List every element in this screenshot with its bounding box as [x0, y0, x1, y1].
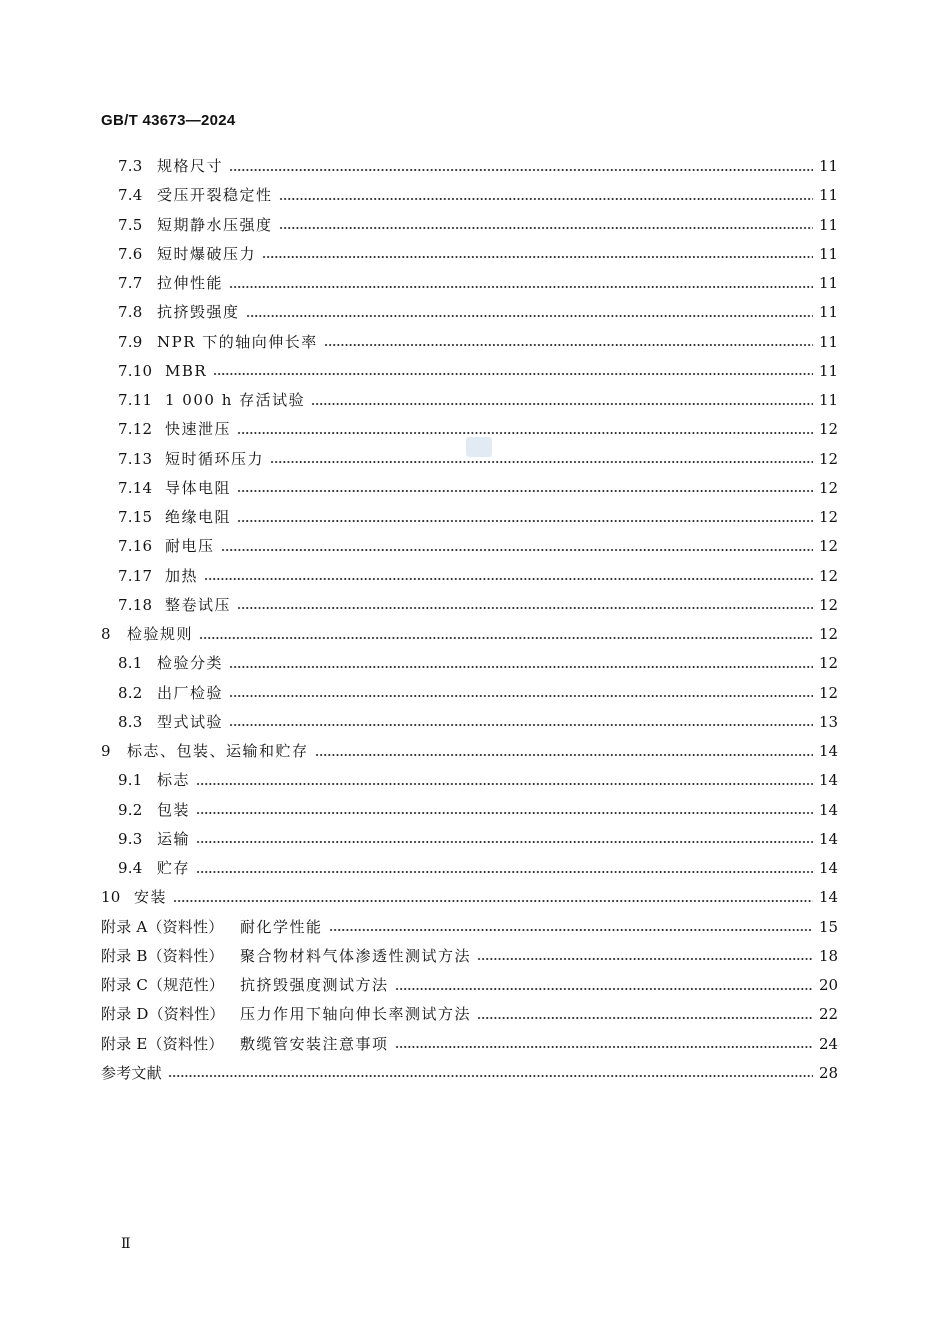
toc-dot-leader: [199, 637, 813, 639]
toc-entry-page: 22: [819, 1005, 839, 1024]
toc-entry-number: 7.16: [118, 537, 153, 556]
toc-entry[interactable]: [0, 591, 950, 620]
toc-entry[interactable]: [0, 532, 950, 561]
toc-dot-leader: [204, 578, 813, 580]
toc-entry-number: 9.1: [118, 771, 143, 790]
toc-dot-leader: [229, 695, 813, 697]
toc-entry-number: 7.7: [118, 274, 143, 292]
toc-entry-number: 7.18: [118, 595, 153, 614]
toc-entry-title: 短时循环压力: [165, 449, 265, 468]
toc-dot-leader: [196, 841, 813, 843]
toc-entry-page: 11: [819, 274, 839, 292]
toc-entry[interactable]: [0, 971, 950, 1000]
toc-entry[interactable]: [0, 415, 950, 444]
toc-entry-number: 7.5: [118, 215, 143, 234]
toc-entry-page: 11: [819, 332, 839, 351]
document-code: GB/T 43673—2024: [101, 112, 236, 129]
toc-entry-title: 标志、包装、运输和贮存: [127, 742, 309, 760]
toc-entry-page: 15: [819, 917, 839, 936]
toc-entry-number: 7.10: [118, 361, 153, 380]
toc-dot-leader: [279, 227, 813, 229]
toc-entry-page: 28: [819, 1063, 839, 1082]
toc-entry-title: 型式试验: [157, 712, 224, 731]
toc-entry-number: 7.9: [118, 332, 143, 351]
toc-entry-page: 11: [819, 215, 839, 234]
toc-entry-number: 附录 D（资料性）: [101, 1005, 225, 1024]
toc-entry[interactable]: [0, 562, 950, 591]
toc-entry-title: 检验分类: [157, 654, 224, 673]
toc-entry-title: 耐电压: [165, 537, 215, 556]
toc-dot-leader: [395, 988, 813, 990]
toc-entry-page: 13: [819, 712, 839, 731]
toc-entry-number: 7.4: [118, 186, 143, 205]
toc-entry-page: 11: [819, 244, 839, 263]
toc-dot-leader: [329, 929, 813, 931]
toc-entry-title: 抗挤毁强度: [157, 303, 240, 322]
toc-dot-leader: [395, 1046, 813, 1048]
toc-entry-page: 12: [819, 566, 839, 585]
toc-entry[interactable]: [0, 796, 950, 825]
toc-entry-title: 安装: [134, 888, 168, 907]
toc-entry-page: 14: [819, 742, 839, 760]
toc-entry[interactable]: [0, 181, 950, 210]
toc-dot-leader: [311, 403, 813, 405]
toc-entry-title: 标志: [157, 771, 191, 790]
toc-entry[interactable]: [0, 445, 950, 474]
toc-entry[interactable]: [0, 825, 950, 854]
toc-entry-title: 检验规则: [127, 625, 194, 643]
toc-entry[interactable]: [0, 854, 950, 883]
toc-entry-number: 8: [101, 625, 111, 643]
toc-entry-number: 7.6: [118, 244, 143, 263]
toc-entry-number: 7.14: [118, 478, 153, 497]
toc-entry-page: 12: [819, 654, 839, 673]
toc-entry[interactable]: [0, 942, 950, 971]
toc-dot-leader: [168, 1075, 813, 1077]
toc-entry-page: 11: [819, 361, 839, 380]
toc-entry[interactable]: [0, 503, 950, 532]
toc-entry-title: 包装: [157, 800, 191, 819]
toc-entry-title: MBR: [165, 361, 208, 380]
toc-entry-number: 7.13: [118, 449, 153, 468]
toc-entry[interactable]: [0, 152, 950, 181]
toc-entry-number: 7.12: [118, 420, 153, 439]
toc-entry[interactable]: [0, 328, 950, 357]
toc-dot-leader: [237, 490, 813, 492]
toc-entry-title: 受压开裂稳定性: [157, 186, 273, 205]
toc-dot-leader: [270, 461, 813, 463]
toc-entry-number: 附录 E（资料性）: [101, 1034, 224, 1053]
toc-entry-number: 7.3: [118, 157, 143, 175]
toc-entry-number: 9.2: [118, 800, 143, 819]
toc-entry-page: 11: [819, 157, 839, 175]
toc-entry-number: 7.8: [118, 303, 143, 322]
toc-entry[interactable]: [0, 386, 950, 415]
toc-entry[interactable]: [0, 620, 950, 649]
toc-entry[interactable]: [0, 211, 950, 240]
toc-entry-title: 导体电阻: [165, 478, 232, 497]
toc-entry[interactable]: [0, 474, 950, 503]
toc-entry-number: 参考文献: [101, 1063, 162, 1082]
toc-entry-title: 聚合物材料气体渗透性测试方法: [240, 946, 472, 965]
toc-dot-leader: [213, 373, 813, 375]
toc-dot-leader: [229, 286, 813, 288]
toc-entry[interactable]: [0, 883, 950, 912]
toc-entry-title: 出厂检验: [157, 683, 224, 702]
toc-dot-leader: [229, 169, 813, 171]
toc-entry-title: 规格尺寸: [157, 157, 224, 175]
toc-entry-page: 11: [819, 303, 839, 322]
toc-entry-title: 绝缘电阻: [165, 508, 232, 526]
toc-entry[interactable]: [0, 1000, 950, 1029]
toc-entry-number: 附录 C（规范性）: [101, 976, 225, 994]
toc-entry-page: 20: [819, 976, 839, 994]
toc-entry-title: NPR 下的轴向伸长率: [157, 332, 318, 351]
toc-entry-page: 12: [819, 420, 839, 439]
toc-dot-leader: [262, 256, 813, 258]
toc-dot-leader: [221, 549, 813, 551]
toc-entry-number: 7.17: [118, 566, 153, 585]
toc-dot-leader: [229, 724, 813, 726]
toc-entry[interactable]: [0, 649, 950, 678]
toc-dot-leader: [315, 754, 813, 756]
toc-entry[interactable]: [0, 766, 950, 795]
toc-dot-leader: [196, 812, 813, 814]
toc-entry-number: 9.3: [118, 829, 143, 848]
toc-entry-page: 12: [819, 449, 839, 468]
toc-dot-leader: [246, 315, 813, 317]
toc-dot-leader: [279, 198, 813, 200]
toc-entry-number: 8.2: [118, 683, 143, 702]
toc-dot-leader: [237, 607, 813, 609]
page-number: Ⅱ: [121, 1237, 131, 1252]
toc-entry-page: 14: [819, 888, 839, 907]
toc-entry[interactable]: [0, 1059, 950, 1088]
toc-entry-page: 12: [819, 478, 839, 497]
toc-entry-number: 附录 A（资料性）: [101, 917, 224, 936]
toc-entry[interactable]: [0, 913, 950, 942]
toc-entry-page: 14: [819, 829, 839, 848]
toc-dot-leader: [237, 520, 813, 522]
toc-entry-number: 9.4: [118, 859, 143, 877]
toc-entry-number: 8.1: [118, 654, 143, 673]
toc-entry-page: 12: [819, 537, 839, 556]
toc-dot-leader: [173, 900, 813, 902]
toc-entry-title: 贮存: [157, 859, 191, 877]
toc-dot-leader: [196, 783, 813, 785]
toc-entry-page: 12: [819, 508, 839, 526]
toc-entry-page: 14: [819, 859, 839, 877]
toc-entry-title: 短期静水压强度: [157, 215, 273, 234]
toc-entry[interactable]: [0, 240, 950, 269]
toc-entry-title: 运输: [157, 829, 191, 848]
toc-entry[interactable]: [0, 298, 950, 327]
toc-entry-page: 11: [819, 186, 839, 205]
toc-entry-title: 压力作用下轴向伸长率测试方法: [240, 1005, 472, 1024]
toc-entry[interactable]: [0, 357, 950, 386]
toc-entry[interactable]: [0, 679, 950, 708]
toc-entry-number: 附录 B（资料性）: [101, 946, 224, 965]
toc-entry[interactable]: [0, 269, 950, 298]
toc-entry-title: 耐化学性能: [240, 917, 323, 936]
toc-entry-page: 14: [819, 771, 839, 790]
toc-dot-leader: [237, 432, 813, 434]
toc-entry-page: 12: [819, 595, 839, 614]
toc-entry-number: 7.15: [118, 508, 153, 526]
toc-entry-title: 抗挤毁强度测试方法: [240, 976, 389, 994]
toc-dot-leader: [324, 344, 813, 346]
toc-entry-number: 10: [101, 888, 121, 907]
toc-entry-title: 拉伸性能: [157, 274, 224, 292]
toc-entry[interactable]: [0, 708, 950, 737]
toc-entry[interactable]: [0, 737, 950, 766]
toc-entry-page: 11: [819, 391, 839, 409]
toc-dot-leader: [477, 958, 813, 960]
toc-dot-leader: [196, 871, 813, 873]
toc-entry-title: 敷缆管安装注意事项: [240, 1034, 389, 1053]
toc-entry-page: 18: [819, 946, 839, 965]
toc-entry[interactable]: [0, 1030, 950, 1059]
toc-entry-title: 快速泄压: [165, 420, 232, 439]
toc-entry-page: 14: [819, 800, 839, 819]
toc-dot-leader: [477, 1017, 813, 1019]
toc-entry-page: 24: [819, 1034, 839, 1053]
toc-entry-title: 加热: [165, 566, 199, 585]
toc-entry-number: 8.3: [118, 712, 143, 731]
toc-entry-page: 12: [819, 683, 839, 702]
toc-entry-title: 短时爆破压力: [157, 244, 257, 263]
toc-entry-number: 9: [101, 742, 111, 760]
toc-entry-number: 7.11: [118, 391, 153, 409]
toc-dot-leader: [229, 666, 813, 668]
toc-entry-page: 12: [819, 625, 839, 643]
toc-entry-title: 1 000 h 存活试验: [165, 391, 306, 409]
toc-entry-title: 整卷试压: [165, 595, 232, 614]
